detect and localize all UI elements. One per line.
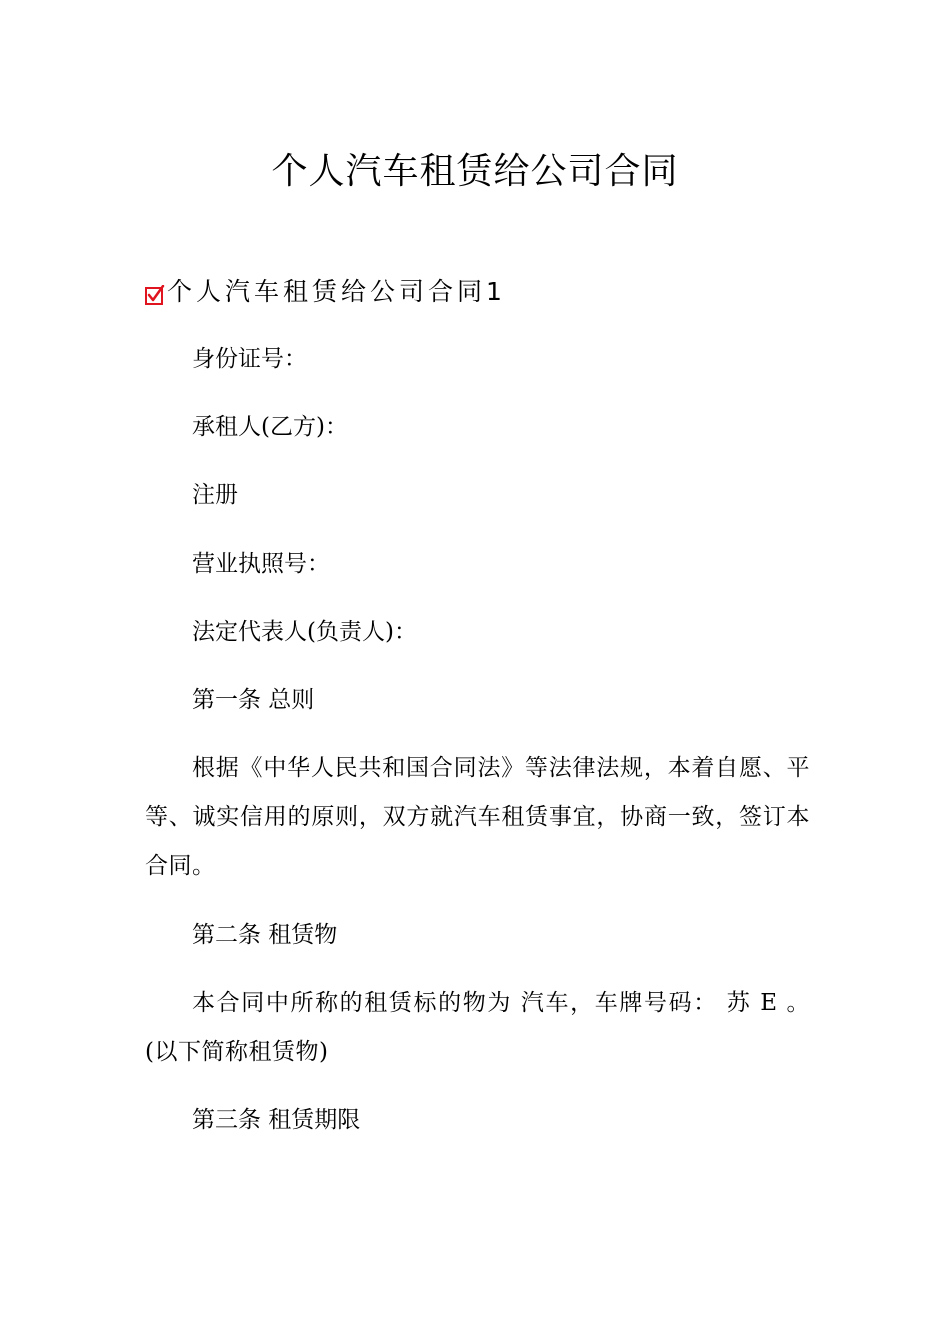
article1-heading: 第一条 总则	[192, 687, 315, 713]
article2-heading: 第二条 租赁物	[192, 922, 338, 948]
article3-heading: 第三条 租赁期限	[192, 1107, 361, 1133]
section-title: 个人汽车租赁给公司合同1	[167, 277, 506, 306]
article1-body: 根据《中华人民共和国合同法》等法律法规，本着自愿、平等、诚实信用的原则，双方就汽车租赁事宜，协商一致，签订本合同。	[145, 755, 810, 879]
article2-body: 本合同中所称的租赁标的物为 汽车，车牌号码： 苏 E 。(以下简称租赁物)	[145, 990, 810, 1065]
license-line: 营业执照号：	[192, 551, 330, 577]
section-heading	[145, 272, 506, 312]
document-title: 个人汽车租赁给公司合同	[271, 151, 679, 192]
register-line: 注册	[192, 482, 238, 508]
id-number-line: 身份证号：	[192, 346, 307, 372]
lessee-line: 承租人(乙方)：	[192, 414, 348, 440]
legal-rep-line: 法定代表人(负责人)：	[192, 619, 417, 645]
checkbox-checked-icon	[145, 285, 165, 305]
